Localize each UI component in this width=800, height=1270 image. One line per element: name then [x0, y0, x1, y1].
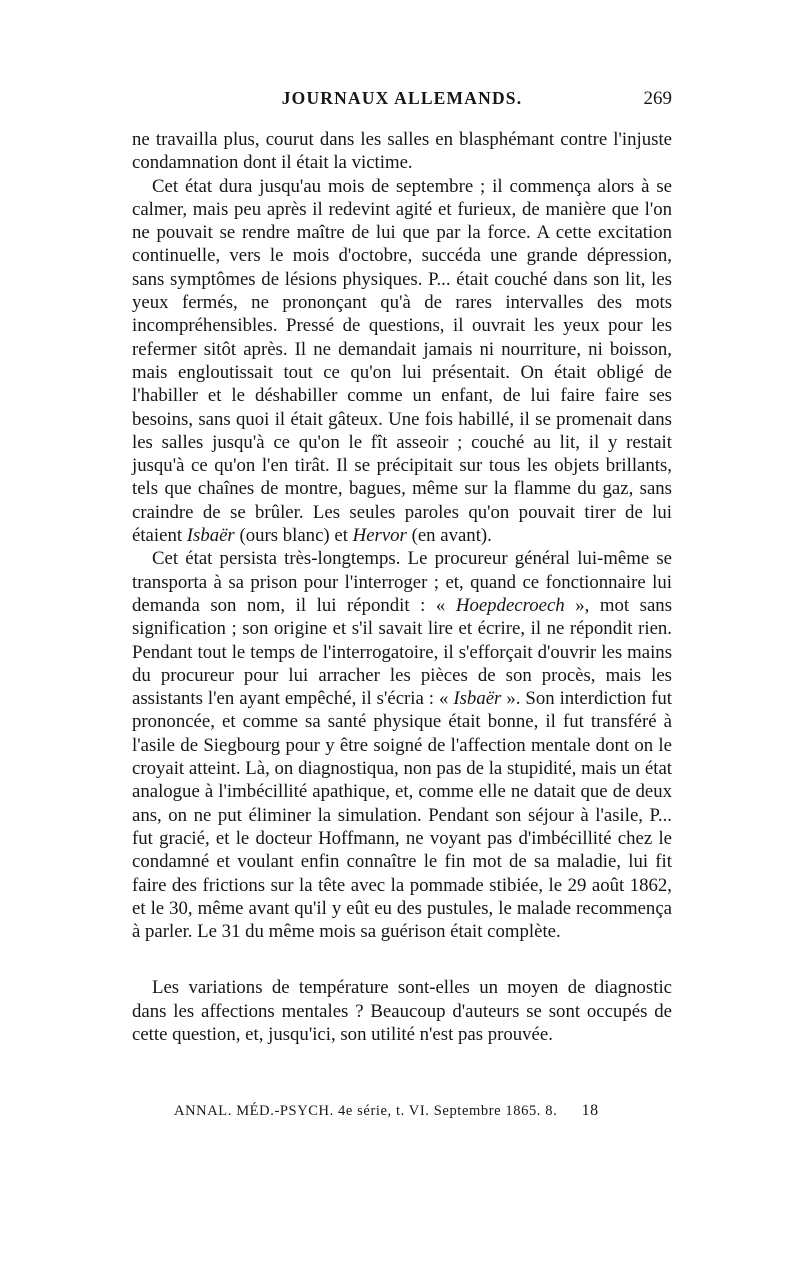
- paragraph: [132, 976, 672, 1046]
- footer-publication: ANNAL. MÉD.-PSYCH. 4e série, t. VI. Septembre 1865. 8.: [174, 1103, 558, 1119]
- text-run: (en avant).: [406, 525, 492, 547]
- italic-word: Isbaër: [453, 688, 502, 710]
- italic-word: Isbaër: [186, 525, 235, 547]
- running-title: JOURNAUX ALLEMANDS.: [281, 88, 523, 108]
- text-run: Cet état persista très-longtemps. Le procureur général lui-même se transporta à sa prison pour l'interroger ; et, quand ce fonctionnaire lui demanda son nom, il lui répondit : «: [132, 548, 672, 616]
- paragraph: [132, 175, 672, 548]
- page-number: 269: [643, 88, 672, 109]
- paragraph-continuation: [132, 128, 672, 175]
- italic-word: Hoepdecroech: [455, 594, 565, 616]
- paragraph: [132, 547, 672, 943]
- text-run: ne travailla plus, courut dans les salles en blasphémant contre l'injuste condamnation dont il était la victime.: [132, 129, 672, 174]
- text-run: Les variations de température sont-elles un moyen de diagnostic dans les affections mentales ? Beaucoup d'auteurs se sont occupés de cette question, et, jusqu'ici, son utilité n'est pas prouvée.: [132, 977, 672, 1045]
- running-head: [132, 88, 672, 114]
- text-run: », mot sans signification ; son origine et s'il savait lire et écrire, il ne répondit rien. Pendant tout le temps de l'interrogatoire, il s'efforçait d'ouvrir les mains du procureur pour lui arracher les pièces de son procès, mais les assistants l'en ayant empêché, il s'écria : «: [132, 594, 672, 710]
- italic-word: Hervor: [352, 525, 407, 547]
- body-text: [132, 128, 672, 1046]
- text-run: Cet état dura jusqu'au mois de septembre ; il commença alors à se calmer, mais peu après il redevint agité et furieux, de manière que l'on ne pouvait se rendre maître de lui que par la force. A cette excitation continuelle, vers le mois d'octobre, succéda une grande dépression, sans symptômes de lésions physiques. P... était couché dans son lit, les yeux fermés, ne prononçant qu'à de rares intervalles des mots incompréhensibles. Pressé de questions, il ouvrait les yeux pour les refermer sitôt après. Il ne demandait jamais ni nourriture, ni boisson, mais engloutissait tout ce qu'on lui présentait. On était obligé de l'habiller et le déshabiller comme un enfant, de lui faire faire ses besoins, sans quoi il était gâteux. Une fois habillé, il se promenait dans les salles jusqu'à ce qu'on le fît asseoir ; couché au lit, il y restait jusqu'à ce qu'on l'en tirât. Il se précipitait sur tous les objets brillants, tels que chaînes de montre, bagues, même sur la flamme du gaz, sans craindre de se brûler. Les seules paroles qu'on pouvait tirer de lui étaient: [132, 175, 672, 547]
- footer-line: [174, 1102, 634, 1120]
- text-run: (ours blanc) et: [234, 525, 353, 547]
- signature-mark: 18: [581, 1102, 599, 1119]
- text-run: ». Son interdiction fut prononcée, et comme sa santé physique était bonne, il fut transféré à l'asile de Siegbourg pour y être soigné de l'affection mentale dont on le croyait atteint. Là, on diagnostiqua, non pas de la stupidité, mais un état analogue à l'imbécillité apathique, et, comme elle ne datait que de deux ans, on ne put éliminer la simulation. Pendant son séjour à l'asile, P... fut gracié, et le docteur Hoffmann, ne voyant pas d'imbécillité chez le condamné et voulant enfin connaître le fin mot de sa maladie, lui fit faire des frictions sur la tête avec la pommade stibiée, le 29 août 1862, et le 30, même avant qu'il y eût eu des pustules, le malade recommença à parler. Le 31 du même mois sa guérison était complète.: [132, 688, 672, 943]
